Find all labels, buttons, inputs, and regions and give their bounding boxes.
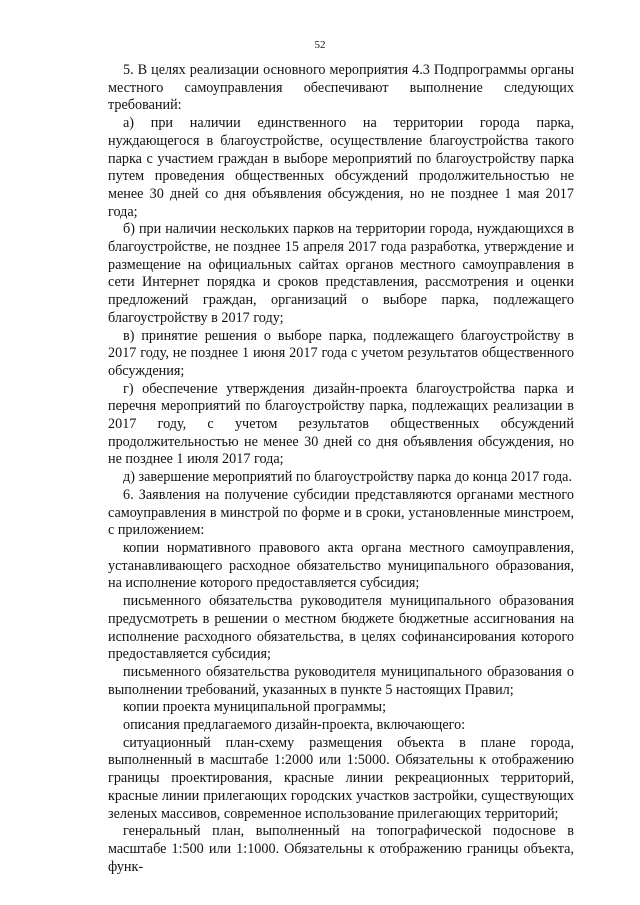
body-text (108, 62, 574, 876)
paragraph-attachment-program-copy: копии проекта муниципальной программы; (123, 699, 387, 716)
paragraph-subitem-g: г) обеспечение утверждения дизайн-проекта благоустройства парка и перечня мероприятий по благоустройству парка, подлежащих реализации в 2017 году, с учетом результатов общественных обсуждений продолжительностью не менее 30 дней со дня объявления обсуждения, но не позднее 1 июля 2017 года; (108, 380, 574, 468)
paragraph-attachment-legal-act: копии нормативного правового акта органа местного самоуправления, устанавливающего расходное обязательство муниципального образования, на исполнение которого предоставляется субсидия; (108, 539, 574, 592)
paragraph-subitem-d: д) завершение мероприятий по благоустройству парка до конца 2017 года. (123, 469, 573, 486)
paragraph-subitem-a: а) при наличии единственного на территории города парка, нуждающегося в благоустройстве, осуществление благоустройства такого парка с участием граждан в выборе мероприятий по благоустройству парка путем проведения общественных обсуждений продолжительностью не менее 30 дней со дня объявления обсуждения, но не позднее 1 мая 2017 года; (108, 115, 574, 220)
paragraph-attachment-budget-obligation: письменного обязательства руководителя муниципального образования предусмотреть в решении о местном бюджете бюджетные ассигнования на исполнение расходного обязательства, в целях софинансирования которого предоставляется субсидия; (108, 593, 574, 663)
paragraph-situational-plan: ситуационный план-схему размещения объекта в плане города, выполненный в масштабе 1:2000 или 1:5000. Обязательны к отображению границы проектирования, красные линии рекреационных территорий, красные линии прилегающих городских участков застройки, существующих зеленых массивов, современное использование прилегающих территорий; (108, 734, 574, 822)
paragraph-subitem-b: б) при наличии нескольких парков на территории города, нуждающихся в благоустройстве, не позднее 15 апреля 2017 года разработка, утверждение и размещение на официальных сайтах органов местного самоуправления в сети Интернет порядка и сроков представления, рассмотрения и оценки предложений граждан, организаций о выборе парка, подлежащего благоустройству в 2017 году; (108, 221, 574, 326)
paragraph-item-6: 6. Заявления на получение субсидии представляются органами местного самоуправления в минстрой по форме и в сроки, установленные минстроем, с приложением: (108, 486, 574, 539)
paragraph-attachment-requirements-obligation: письменного обязательства руководителя муниципального образования о выполнении требований, указанных в пункте 5 настоящих Правил; (108, 663, 574, 698)
page-number: 52 (314, 39, 326, 51)
paragraph-general-plan: генеральный план, выполненный на топографической подоснове в масштабе 1:500 или 1:1000. Обязательны к отображению границы объекта, функ- (108, 823, 574, 875)
paragraph-subitem-v: в) принятие решения о выборе парка, подлежащего благоустройству в 2017 году, не позднее 1 июня 2017 года с учетом результатов общественного обсуждения; (108, 327, 574, 379)
paragraph-attachment-design-description: описания предлагаемого дизайн-проекта, включающего: (123, 717, 466, 734)
paragraph-item-5: 5. В целях реализации основного мероприятия 4.3 Подпрограммы органы местного самоуправления обеспечивают выполнение следующих требований: (108, 62, 574, 114)
